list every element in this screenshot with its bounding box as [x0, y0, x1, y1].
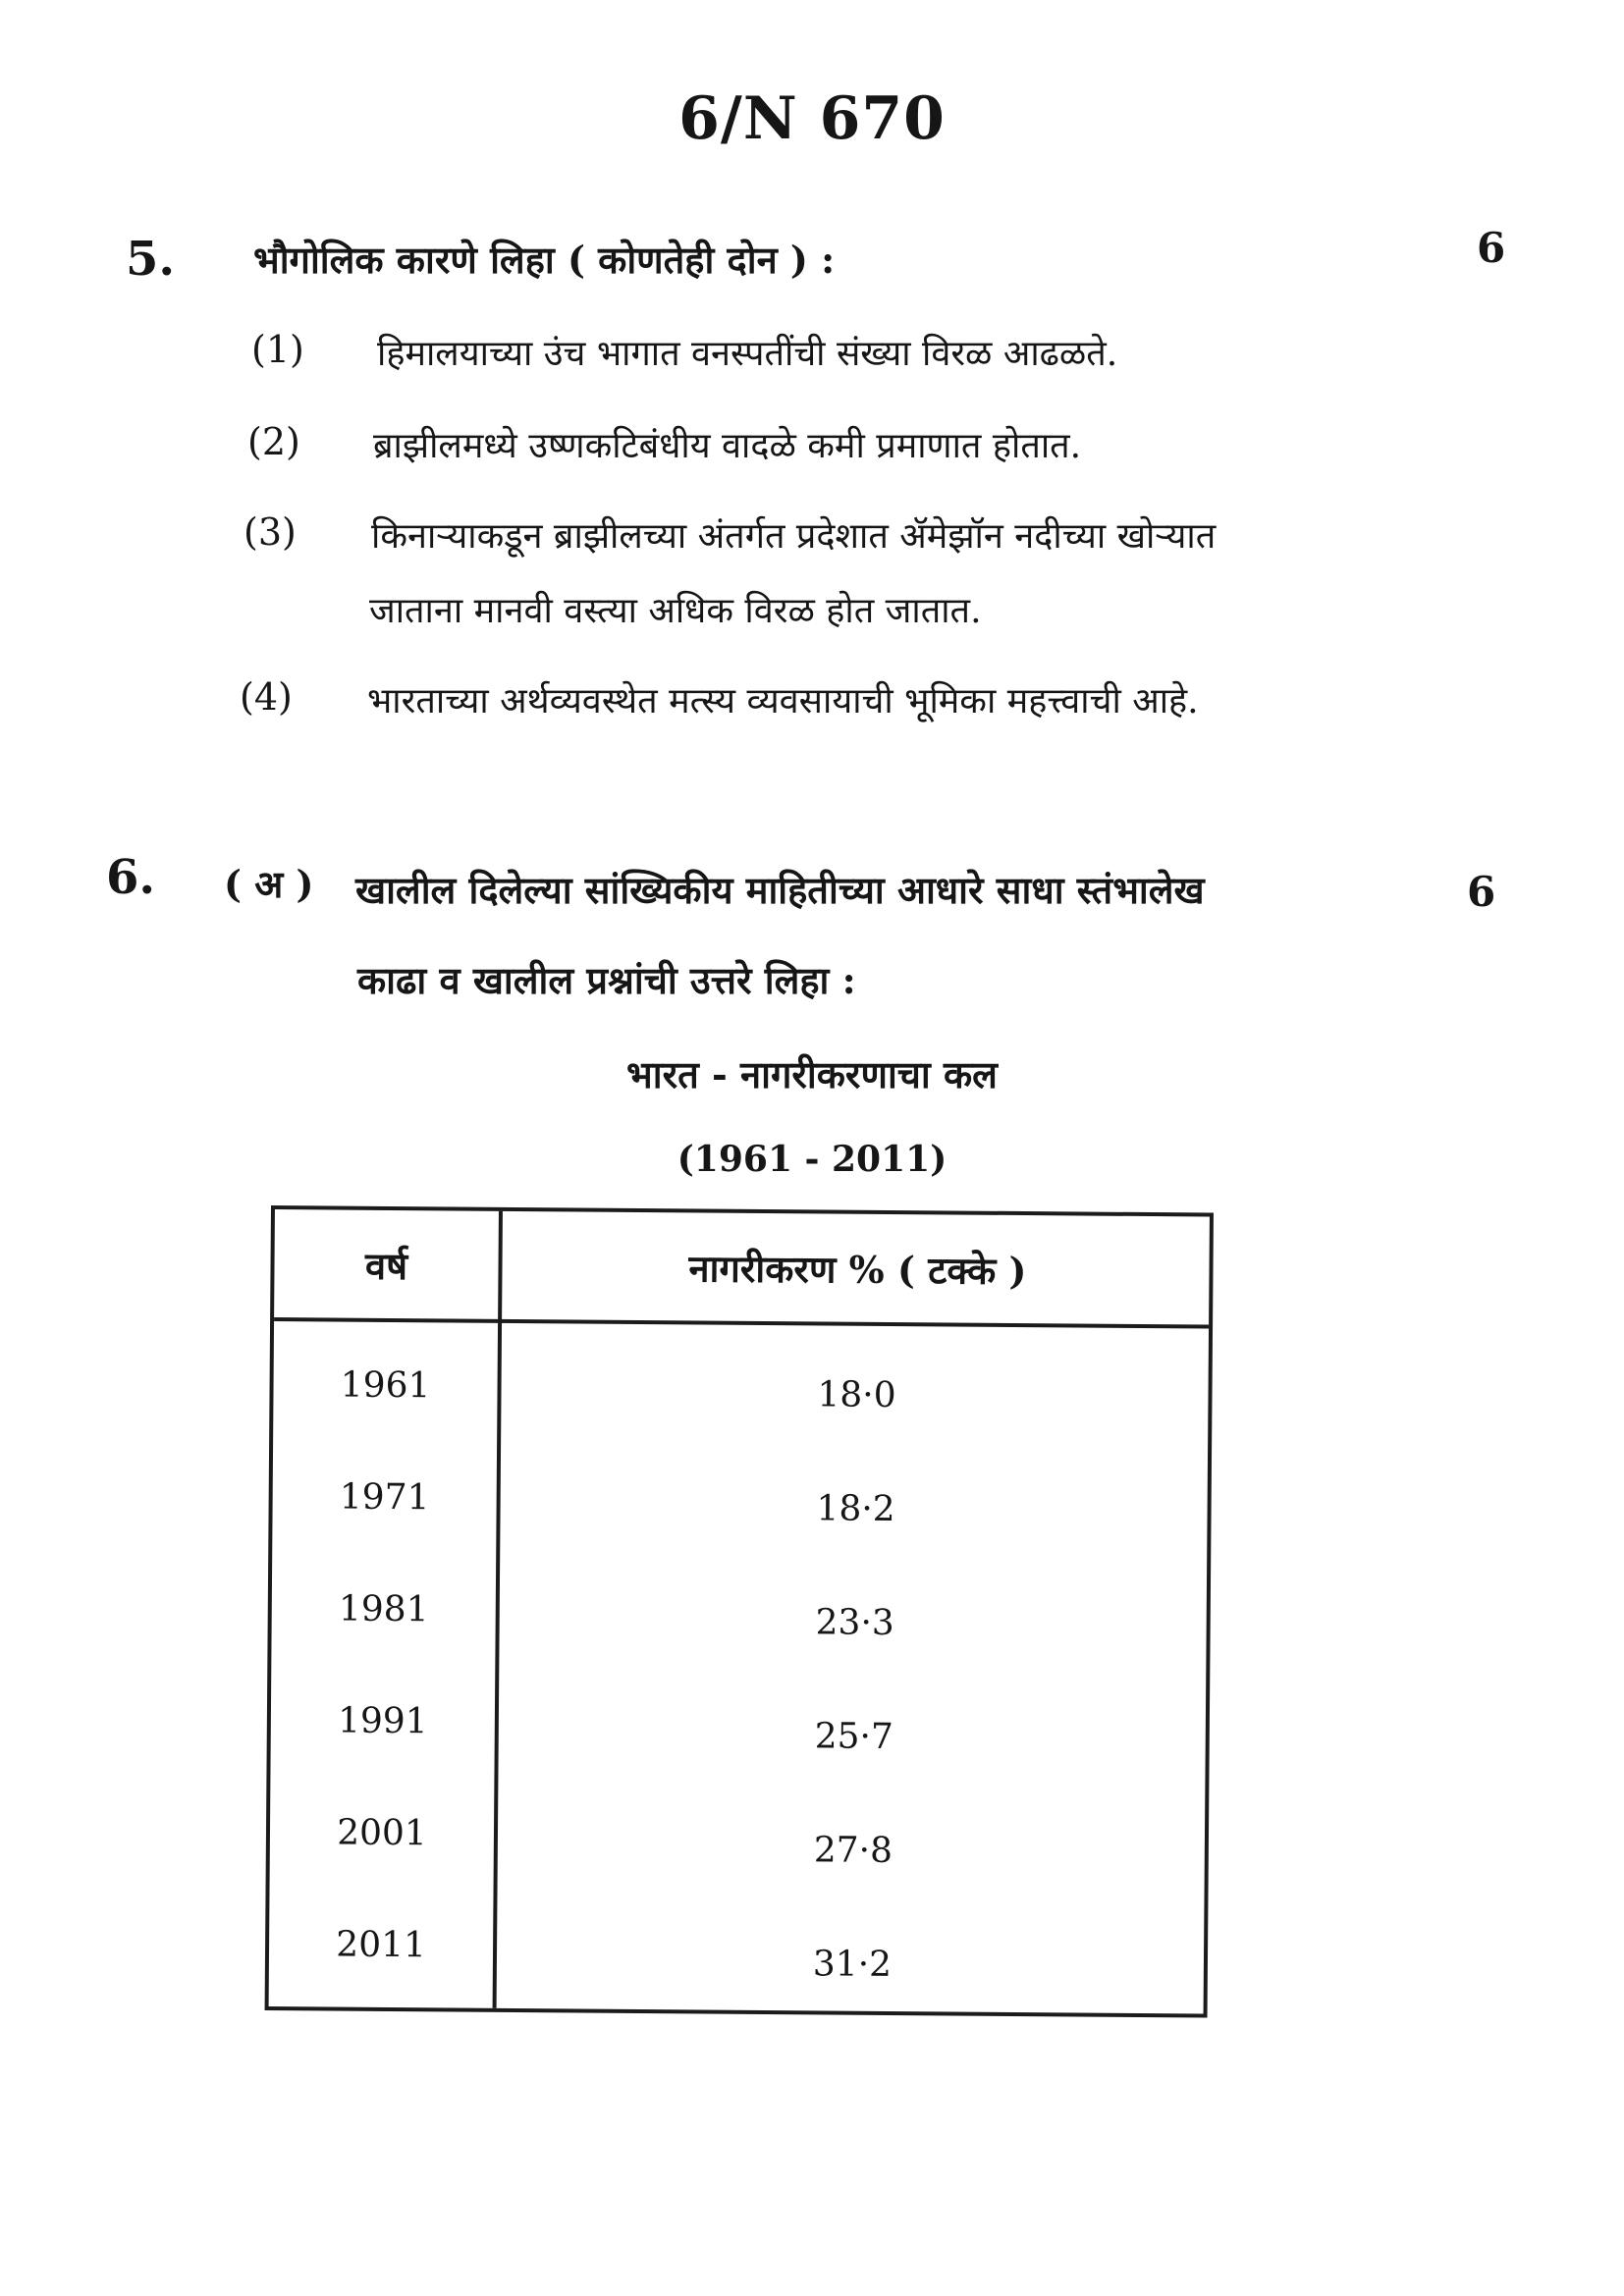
table-cell-year: 1991 — [337, 1700, 428, 1742]
table-cell-value: 27·8 — [813, 1830, 893, 1871]
table-cell-year: 1971 — [339, 1476, 430, 1519]
q5-option-4-number: (4) — [240, 675, 293, 719]
table-cell-value: 18·2 — [816, 1488, 895, 1530]
question-6-marks: 6 — [1467, 868, 1496, 916]
question-5-marks: 6 — [1477, 224, 1506, 272]
q5-option-1-number: (1) — [251, 328, 304, 371]
question-6-sub-label: ( अ ) — [224, 862, 314, 906]
question-6-heading-line-2: काढा व खालील प्रश्नांची उत्तरे लिहा : — [357, 958, 856, 1002]
paper-code: 6/N 670 — [678, 84, 946, 153]
q5-option-1-text: हिमालयाच्या उंच भागात वनस्पतींची संख्या विरळ आढळते. — [377, 334, 1118, 374]
q5-option-2-number: (2) — [247, 420, 300, 463]
q5-option-3-text-line-1: किनाऱ्याकडून ब्राझीलच्या अंतर्गत प्रदेशात ॲमेझॉन नदीच्या खोऱ्यात — [371, 516, 1217, 557]
table-cell-value: 18·0 — [817, 1374, 896, 1416]
table-cell-year: 1981 — [338, 1588, 429, 1630]
q5-option-3-number: (3) — [244, 510, 297, 554]
table-cell-value: 31·2 — [812, 1944, 893, 1985]
table-header-divider — [274, 1317, 1209, 1328]
question-6-number: 6. — [106, 850, 156, 905]
question-6-heading-line-1: खालील दिलेल्या सांख्यिकीय माहितीच्या आधारे साधा स्तंभालेख — [355, 868, 1205, 912]
q5-option-2-text: ब्राझीलमध्ये उष्णकटिबंधीय वादळे कमी प्रमाणात होतात. — [373, 426, 1082, 466]
question-5-number: 5. — [126, 232, 176, 287]
table-cell-year: 1961 — [340, 1364, 431, 1407]
q5-option-3-text-line-2: जाताना मानवी वस्त्या अधिक विरळ होत जातात. — [369, 591, 982, 631]
table-header-year: वर्ष — [364, 1243, 408, 1289]
table-header-urbanization: नागरीकरण % ( टक्के ) — [688, 1246, 1027, 1294]
urbanization-table — [265, 1205, 1214, 2018]
table-cell-value: 23·3 — [815, 1602, 894, 1643]
table-title: भारत - नागरीकरणाचा कल — [626, 1052, 998, 1096]
q5-option-4-text: भारताच्या अर्थव्यवस्थेत मत्स्य व्यवसायाची भूमिका महत्त्वाची आहे. — [367, 681, 1199, 721]
question-5-heading: भौगोलिक कारणे लिहा ( कोणतेही दोन ) : — [253, 238, 836, 282]
table-cell-year: 2001 — [337, 1812, 427, 1854]
table-cell-value: 25·7 — [814, 1716, 894, 1757]
table-cell-year: 2011 — [336, 1924, 427, 1966]
table-subtitle: (1961 - 2011) — [677, 1139, 947, 1180]
